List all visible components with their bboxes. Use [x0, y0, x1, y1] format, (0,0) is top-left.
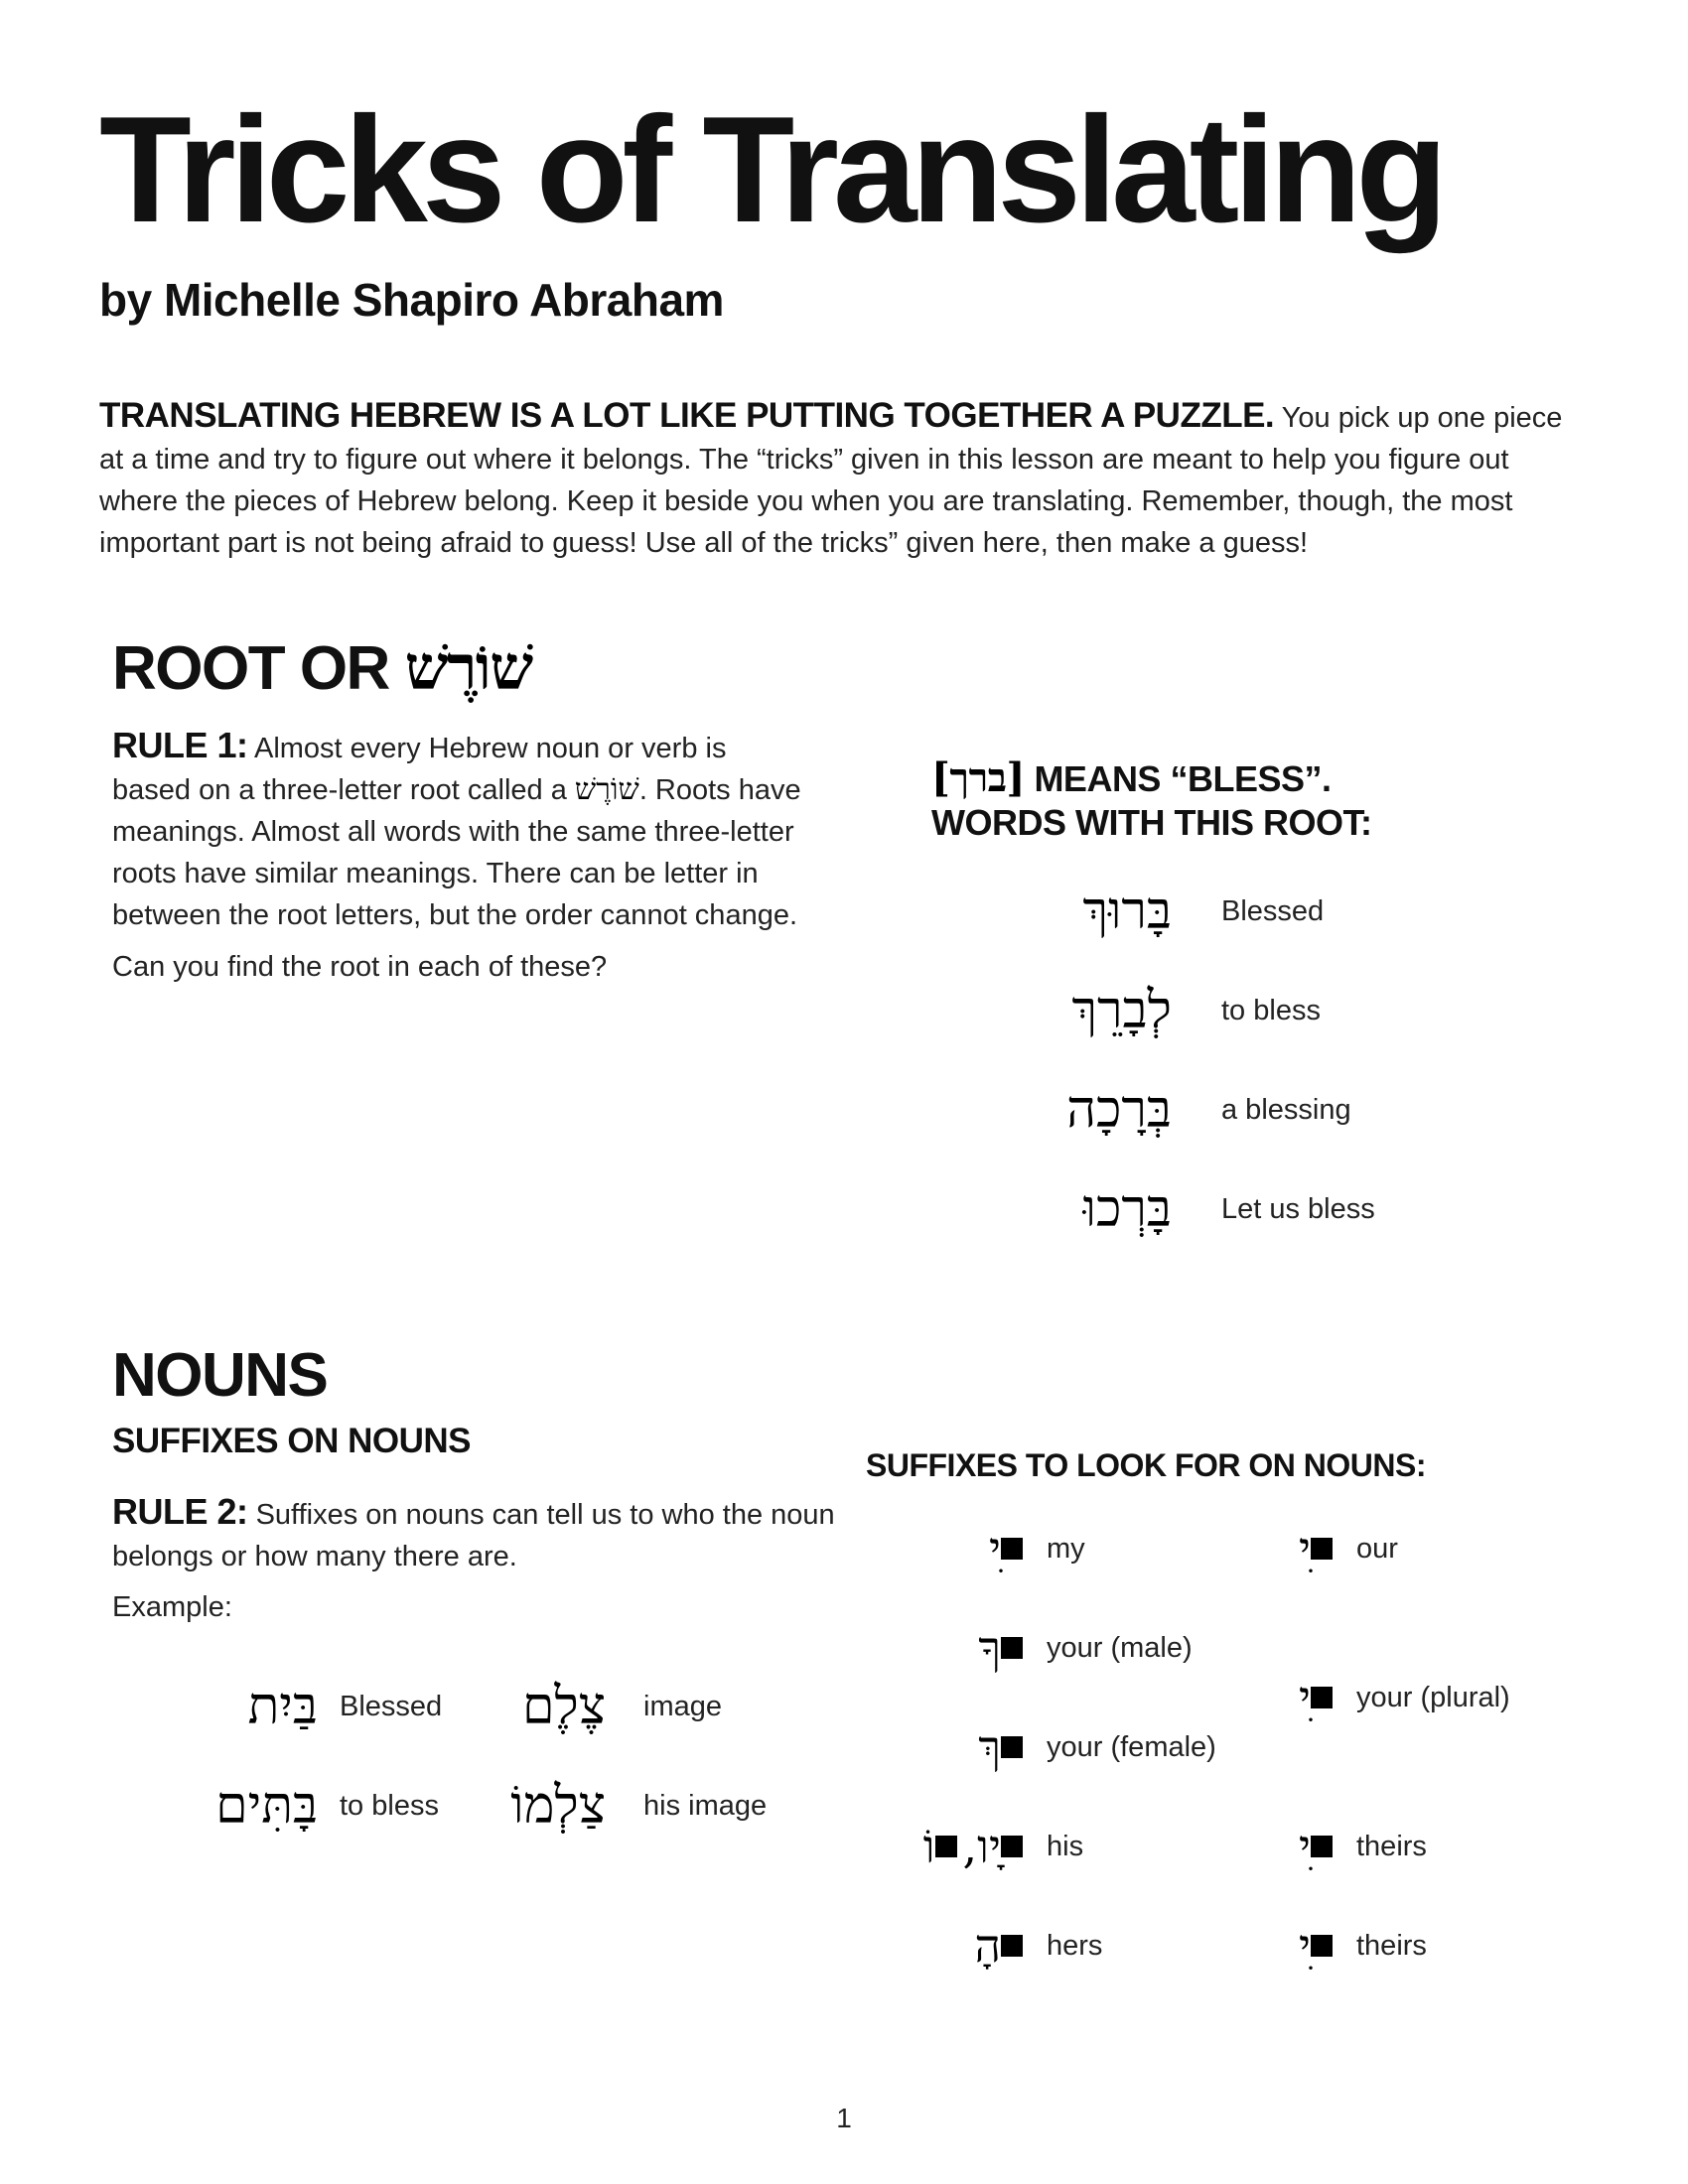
placeholder-square-icon: [1311, 1935, 1333, 1957]
suffix-hebrew: ִי: [1298, 1820, 1311, 1873]
root-example-line2: WORDS WITH THIS ROOT:: [931, 802, 1372, 843]
intro-paragraph: [99, 395, 1589, 564]
root-heading: [112, 631, 532, 704]
suffix-mark: [914, 1720, 1023, 1774]
suffix-hebrew: ִי: [1298, 1919, 1311, 1973]
root-word-hebrew: בָּרְכוּ: [1082, 1179, 1172, 1239]
suffix-mark: [1223, 1522, 1333, 1575]
byline: by Michelle Shapiro Abraham: [99, 274, 724, 326]
suffix-mark: [1223, 1820, 1333, 1873]
rule1-text-2: . Roots have meanings. Almost all words with the same three-letter roots have similar meanings. There can be letter in between the root letters, but the order cannot change.: [112, 774, 801, 931]
placeholder-square-icon: [1311, 1687, 1333, 1708]
suffix-mark: [914, 1522, 1023, 1575]
suffix-meaning: our: [1356, 1532, 1398, 1565]
root-question: Can you find the root in each of these?: [112, 951, 608, 983]
root-word-hebrew: בְּרָכָה: [1066, 1080, 1172, 1140]
suffix-meaning: your (female): [1047, 1730, 1216, 1763]
noun-example-hebrew: צַלְמוֹ: [510, 1776, 606, 1836]
example-label: Example:: [112, 1591, 232, 1623]
noun-example-hebrew: בַּיִת: [247, 1677, 318, 1736]
suffix-mark: [874, 1820, 1023, 1873]
placeholder-square-icon: [1001, 1637, 1023, 1659]
nouns-heading: NOUNS: [112, 1341, 328, 1410]
suffix-hebrew: ךָ: [978, 1621, 1001, 1675]
suffix-meaning: hers: [1047, 1929, 1103, 1962]
placeholder-square-icon: [1001, 1736, 1023, 1758]
root-word-hebrew: בָּרוּךְ: [1082, 882, 1172, 941]
noun-example-translation: image: [643, 1690, 722, 1722]
rule1-paragraph: [112, 725, 807, 936]
root-word-translation: Let us bless: [1221, 1192, 1375, 1225]
suffix-meaning: his: [1047, 1830, 1084, 1862]
suffix-hebrew: ִי: [1298, 1522, 1311, 1575]
list-item: [1223, 1916, 1427, 1976]
root-example-line1: MEANS “BLESS”.: [1024, 758, 1332, 799]
root-heading-text: ROOT OR: [112, 634, 389, 703]
root-word-translation: a blessing: [1221, 1093, 1351, 1126]
list-item: [1223, 1668, 1510, 1727]
suffix-hebrew: וֹ: [922, 1820, 935, 1873]
rule1-text-1: Almost every Hebrew noun or verb is based on a three-letter root called a: [112, 733, 727, 806]
rule2-label: RULE 2:: [112, 1491, 248, 1532]
noun-example-translation: to bless: [340, 1789, 439, 1822]
placeholder-square-icon: [1311, 1836, 1333, 1857]
suffix-meaning: my: [1047, 1532, 1085, 1565]
list-item: [914, 1916, 1102, 1976]
intro-text: You pick up one piece at a time and try to figure out where it belongs. The “tricks” given in this lesson are meant to help you figure out where the pieces of Hebrew belong. Keep it beside you when you are translating. Remember, though, the most important part is not being afraid to guess! Use all of the tricks” given here, then make a guess!: [99, 402, 1563, 559]
page-title: Tricks of Translating: [99, 85, 1443, 254]
rule2-text: Suffixes on nouns can tell us to who the noun belongs or how many there are.: [112, 1499, 835, 1572]
suffix-hebrew: ִי: [988, 1522, 1001, 1575]
suffix-hebrew: ִי: [1298, 1671, 1311, 1724]
list-item: [139, 1771, 439, 1841]
suffix-hebrew: הָ: [974, 1919, 1001, 1973]
suffix-mark: [1223, 1671, 1333, 1724]
root-example-letters: [ברך]: [931, 754, 1025, 801]
noun-example-hebrew: צֶלֶם: [521, 1677, 606, 1736]
noun-example-hebrew: בָּתִּים: [215, 1776, 318, 1836]
suffix-mark: [1223, 1919, 1333, 1973]
list-item: [874, 1817, 1083, 1876]
placeholder-square-icon: [1001, 1836, 1023, 1857]
page-number: 1: [836, 2103, 852, 2133]
root-word-translation: Blessed: [1221, 894, 1325, 927]
list-item: [1223, 1817, 1427, 1876]
placeholder-square-icon: [1311, 1538, 1333, 1560]
suffix-mark: [914, 1919, 1023, 1973]
rule1-label: RULE 1:: [112, 725, 248, 765]
root-heading-hebrew: שׁוֹרֶשׁ: [404, 631, 532, 704]
list-item: [467, 1672, 722, 1741]
suffix-meaning: your (male): [1047, 1631, 1193, 1664]
list-item: [993, 877, 1324, 946]
list-item: [1223, 1519, 1398, 1578]
placeholder-square-icon: [1001, 1935, 1023, 1957]
suffix-mark: [914, 1621, 1023, 1675]
suffix-meaning: theirs: [1356, 1830, 1427, 1862]
suffix-heading: SUFFIXES TO LOOK FOR ON NOUNS:: [866, 1447, 1426, 1483]
nouns-subheading: SUFFIXES ON NOUNS: [112, 1422, 471, 1460]
suffix-hebrew: ָיו,: [962, 1820, 1001, 1873]
suffix-meaning: your (plural): [1356, 1681, 1510, 1713]
list-item: [914, 1717, 1216, 1777]
placeholder-square-icon: [935, 1836, 957, 1857]
noun-example-translation: his image: [643, 1789, 768, 1822]
list-item: [467, 1771, 767, 1841]
list-item: [139, 1672, 442, 1741]
suffix-meaning: theirs: [1356, 1929, 1427, 1962]
list-item: [914, 1519, 1085, 1578]
rule1-hebrew: שׁוֹרֶשׁ: [574, 772, 639, 807]
intro-lead: TRANSLATING HEBREW IS A LOT LIKE PUTTING TOGETHER A PUZZLE.: [99, 396, 1275, 435]
noun-example-translation: Blessed: [340, 1690, 443, 1722]
list-item: [993, 1174, 1375, 1244]
rule2-paragraph: [112, 1491, 837, 1577]
root-example-header: [931, 756, 1371, 845]
list-item: [914, 1618, 1193, 1678]
placeholder-square-icon: [1001, 1538, 1023, 1560]
root-word-translation: to bless: [1221, 994, 1321, 1026]
list-item: [993, 1075, 1351, 1145]
suffix-hebrew: ךְ: [978, 1720, 1001, 1774]
root-word-hebrew: לְבָרֵךְ: [1071, 981, 1172, 1040]
list-item: [993, 976, 1321, 1045]
